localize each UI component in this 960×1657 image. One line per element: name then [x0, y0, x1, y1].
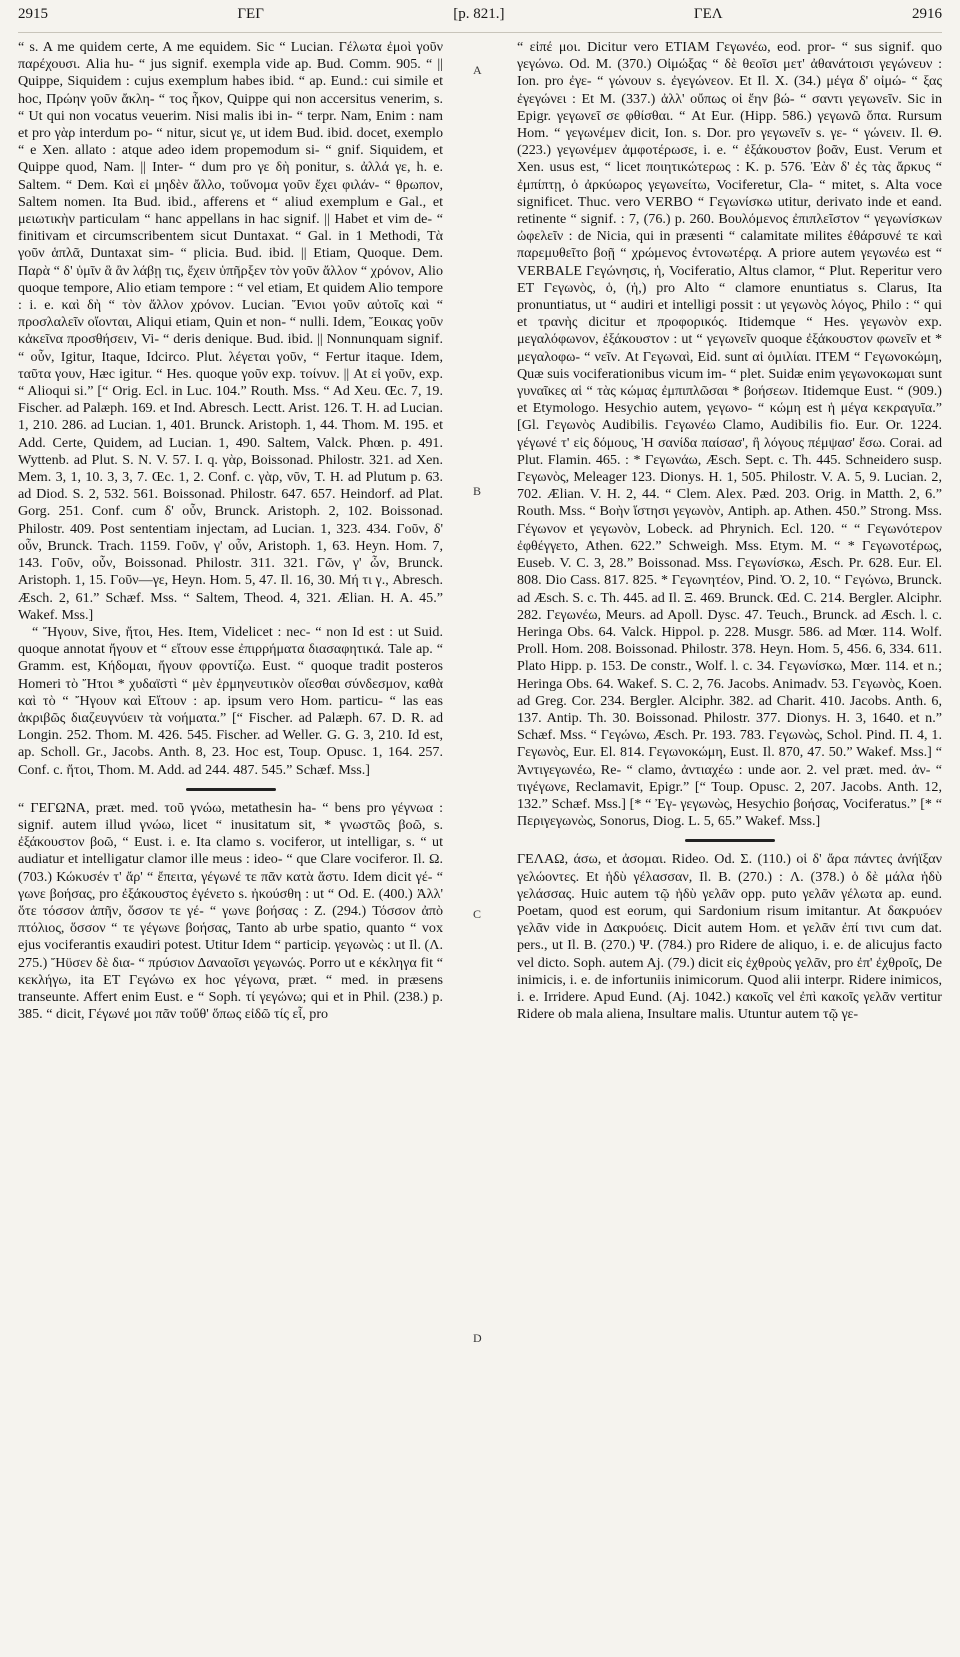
section-divider	[186, 788, 276, 791]
right-column	[517, 39, 942, 1649]
center-page-reference: [p. 821.]	[453, 6, 505, 22]
right-page-number: 2916	[911, 6, 942, 22]
margin-section-letters	[473, 39, 487, 1649]
entry-egoun: “ Ἤγουν, Sive, ἤτοι, Hes. Item, Videlicet : nec- “ non Id est : ut Suid. quoque annotat ἤγουν et “ εἴτουν esse ἐπιρρήματα διασαφητικά. Tale ap. “ Gramm. est, Κήδομαι, ἤγουν φροντίζω. Eust. “ quoque tradit posteros Homeri τὸ Ἤτοι * χυδαϊστὶ “ μὲν ἑρμηνευτικὸν οἴεσθαι σύνδεσμον, καθὰ καὶ τὸ “ Ἤγουν καὶ Εἴτουν : ap. ipsum vero Hom. particu- “ las eas ἀκριβῶς διαζευγνύειν τὰ νοήματα.” [“ Fischer. ad Palæph. 67. D. R. ad Longin. 252. Thom. M. 426. 545. Fischer. ad Weller. G. G. 3, 210. Id est, ap. Scholl. Gr., Jacobs. Anth. 8, 23. Hoc est, Toup. Opusc. 1, 164. 257. Conf. c. ἤτοι, Thom. M. Add. ad 244. 487. 545.” Schæf. Mss.]	[18, 623, 443, 778]
right-running-head: ΓΕΛ	[693, 6, 723, 22]
entry-gegona: “ ΓΕΓΩΝΑ, præt. med. τοῦ γνώω, metathesin ha- “ bens pro γέγνωα : signif. autem illud γνώω, licet “ inusitatum sit, * γνωστῶς βοῶ, s. ἐξάκουστον βοῶ, “ Eust. i. e. Ita clamo s. vociferor, ut intelligar, s. “ ut audiatur et intelligatur clamor ille meus : ideo- “ que Clare vociferor. Il. Ω. (703.) Κώκυσέν τ' ἄρ' “ ἔπειτα, γέγωνέ τε πᾶν κατὰ ἄστυ. Idem dicit γέ- “ γωνε βοήσας, pro ἐξάκουστος ἐγένετο s. ἠκούσθη : ut “ Od. E. (400.) Ἀλλ' ὅτε τόσσον ἀπῆν, ὅσσον τε γέ- “ γωνε βοήσας : Z. (294.) Τόσσον ἀπὸ πτόλιος, ὅσσον “ τε γέγωνε βοήσας, Tanto ab urbe spatio, quanto “ vox ejus vociferantis exaudiri potest. Utitur Idem “ particip. γεγωνὼς : ut Il. (Λ. 275.) Ἤϋσεν δὲ δια- “ πρύσιον Δαναοῖσι γεγωνώς. Porro ut e κέκληγα fit “ κεκλήγω, ita ET Γεγώνω ex hoc γέγωνα, præt. “ med. in præsens transeunte. Affert enim Eust. e “ Soph. τί γεγώνω; qui et in Phil. (238.) p. 385. “ dicit, Γέγωνέ μοι πᾶν τοὔθ' ὅπως εἰδῶ τίς εἶ, pro	[18, 799, 443, 1023]
entry-gegoneo: “ εἰπέ μοι. Dicitur vero ETIAM Γεγωνέω, eod. pror- “ sus signif. quo γεγώνω. Od. M. (370.) Οἰμώξας “ δὲ θεοῖσι μετ' ἀθανάτοισι γεγώνευν : Ion. pro ἐγε- “ γώνουν s. ἐγεγώνεον. Et Il. X. (34.) μέγα δ' οἰμώ- “ ξας ἐγεγώνει : Et M. (337.) ἀλλ' οὔπως οἱ ἔην βώ- “ σαντι γεγωνεῖν. Sic in Epigr. γεγωνεῖ σε φθίσθαι. “ At Eur. (Hipp. 586.) γεγωνῶ ὄπα. Rursum Hom. “ γεγωνέμεν dicit, Ion. s. Dor. pro γεγωνεῖν s. γε- “ γώνειν. Il. Θ. (223.) γεγωνέμεν ἀμφοτέρωσε, i. e. “ ἐξάκουστον βοᾶν, Eust. Verum et Xen. usus est, “ licet ποιητικώτερως : K. p. 576. Ἐὰν δ' ἐς τὰς ἄρκυς “ ἐμπίπτῃ, ὁ ἀρκύωρος γεγωνείτω, Vociferetur, Cla- “ mitet, s. Alta voce significet. Thuc. vero VERBO “ Γεγωνίσκω utitur, derivato inde et eand. retinente “ signif. : 7, (76.) p. 260. Βουλόμενος ἐπιπλεῖστον “ γεγωνίσκων ὠφελεῖν : de Nicia, qui in præsenti “ calamitate milites ἐθάρσυνέ τε καὶ παρεμυθεῖτο βοῇ “ χρώμενος ἐντονωτέρᾳ. A priore autem γεγωνέω est “ VERBALE Γεγώνησις, ἡ, Vociferatio, Altus clamor, “ Plut. Reperitur vero ET Γεγωνὸς, ὁ, (ἡ,) pro Alto “ clamore enuntiatus s. Clarus, Ita pronuntiatus, ut “ audiri et intelligi possit : ut γεγωνὸς λόγος, Philo : “ qui et τρανὴς dicitur et προφορικός. Itidemque “ Hes. γεγωνὸν exp. μεγαλόφωνον, ἐξάκουστον : ut “ γεγωνεῖν quoque ἐξάκουστον φωνεῖν et * μεγαλοφω- “ νεῖν. At Γεγωναὶ, Eid. sunt αἱ ὁμιλίαι. ITEM “ Γεγωνοκώμη, Quæ suis vociferationibus vicum im- “ plet. Suidæ enim γεγωνοκωμαι sunt γυναῖκες αἱ “ τὰς κώμας ἐμπιπλῶσαι * βοήσεων. Itidemque Eust. “ (909.) et Etymologo. Hesychio autem, γεγωνο- “ κώμη est ἡ μέγα κεκραγυῖα.” [Gl. Γεγωνὸς Audibilis. Γεγωνέω Clamo, Audibilis fio. Eur. Or. 1224. γέγωνέ τ' εἰς δόμους, Ἡ σανίδα παίσασ', ἢ λόγους πέμψασ' ἔσω. Corai. ad Plut. Flamin. 465. : * Γεγωνάω, Æsch. Sept. c. Th. 445. Schneidero susp. Γεγωνὸς, Meleager 123. Dionys. H. 1, 505. Philostr. V. A. 5, 9. Lucian. 2, 702. Ælian. V. H. 2, 44. “ Clem. Alex. Pæd. 203. Orig. in Matth. 2, 6.” Routh. Mss. “ Βοὴν ἵστησι γεγωνὸν, Antiph. ap. Athen. 450.” Strong. Mss. Γέγωνον et γεγωνὸν, Lobeck. ad Phrynich. Ecl. 120. “ “ Γεγωνότερον ἐφθέγγετο, Athen. 622.” Schweigh. Mss. Etym. M. “ * Γεγωνοτέρως, Euseb. V. C. 3, 28.” Boissonad. Mss. Γεγωνίσκω, Æsch. Pr. 628. Eur. El. 808. Dio Cass. 817. 825. * Γεγωνητέον, Pind. Ὀ. 2, 10. “ Γεγώνω, Brunck. ad Æsch. S. c. Th. 445. ad Il. Ξ. 469. Brunck. Œd. C. 214. Bergler. Alciphr. 282. Γεγωνέω, Meurs. ad Apoll. Dysc. 47. Teuch., Brunck. ad Æsch. l. c. Heringa Obs. 64. Valck. Hippol. p. 228. Musgr. 586. ad Mœr. 114. Wolf. Proll. Hom. 208. Boissonad. Philostr. 378. Heyn. Hom. 5, 456. 6, 334. 611. Plato Hipp. p. 153. De constr., Wolf. l. c. 34. Γεγωνίσκω, Mœr. 114. et n.; Heringa Obs. 64. Wakef. S. C. 2, 76. Jacobs. Animadv. 53. Γεγωνὸς, Koen. ad Greg. Cor. 234. Bergler. Alciphr. 382. ad Charit. 410. Jacobs. Anth. 6, 137. Antip. Th. 30. Boissonad. Philostr. 377. Dionys. H. 3, 1640. et n.” Schæf. Mss. “ Γεγώνω, Æsch. Pr. 193. 783. Γεγωνὼς, Schol. Pind. Π. 4, 1. Γεγωνὸς, Eur. El. 814. Γεγωνοκώμη, Eust. Il. 870, 47. 50.” Wakef. Mss.] “ Ἀντιγεγωνέω, Re- “ clamo, ἀντιαχέω : unde aor. 2. vel præt. med. ἀν- “ τιγέγωνε, Reclamavit, Epigr.” [“ Toup. Opusc. 2, 207. Jacobs. Anth. 12, 132.” Schæf. Mss.] [* “ Ἐγ- γεγωνὼς, Hesychio βοήσας, Vociferatus.” [* “ Περιγεγωνὼς, Sonorus, Diog. L. 5, 65.” Wakef. Mss.]	[517, 39, 942, 830]
section-divider	[685, 839, 775, 842]
margin-letter-a: A	[473, 63, 482, 77]
margin-letter-d: D	[473, 1331, 482, 1345]
page-header	[18, 6, 942, 33]
entry-gun-continuation: “ s. A me quidem certe, A me equidem. Sic “ Lucian. Γέλωτα ἐμοὶ γοῦν παρέχουσι. Alia hu- “ jus signif. exempla vide ap. Bud. Comm. 905. “ || Quippe, Siquidem : cujus exemplum habes ibid. “ ap. Eund.: cui simile et hoc, Πρώην γοῦν ἄκλη- “ τος ἧκον, Quippe qui non accersitus venerim, s. “ Ut qui non vocatus veuerim. Nisi malis ibi in- “ terpr. Nam, Enim : nam et pro γὰρ interdum po- “ nitur, sicut γε, ut idem Bud. ibid. docet, exemplo “ e Xen. allato : atque adeo idem propemodum si- “ gnif. Siquidem, et Quippe quod, Nam. || Inter- “ dum pro γε δὴ ponitur, s. ἀλλά γε, h. e. Saltem. “ Dem. Καὶ εἰ μηδὲν ἄλλο, τοὔνομα γοῦν ἔχει φιλάν- “ θρωπον, Saltem nomen. Ita Bud. ibid., afferens et “ aliud exemplum e Gal., et μειωτικὴν particulam “ hanc appellans in hac signif. || Habet et vim de- “ finitivam et circumscribentem sicut Duntaxat. “ Gal. in 1 Methodi, Τὰ γοῦν ἁπλᾶ, Duntaxat sim- “ plicia. Bud. ibid. || Etiam, Quoque. Dem. Παρὰ “ δ' ὑμῖν ἃ ἂν λάβῃ τις, ἔχειν ὑπῆρξεν τὸν γοῦν ἄλλον “ χρόνον, Alio quoque tempore, Alio etiam tempore : “ vel etiam, Et quidem Alio tempore : i. e. καὶ δὴ “ τὸν ἄλλον χρόνον. Lucian. Ἔνιοι γοῦν αὐτοῖς καὶ “ προσλαλεῖν οἴονται, Aliqui etiam, Quin et non- “ nulli. Idem, Ἔοικας γοῦν κἀκεῖνα προσθήσειν, Vi- “ deris denique. Bud. ibid. || Nonnunquam signif. “ οὖν, Igitur, Itaque, Idcirco. Plut. λέγεται γοῦν, “ Fertur itaque. Idem, ταῦτα γουν, Hæc igitur. “ Hes. quoque γοῦν exp. τοίνυν. || At εἰ γοῦν, exp. “ Alioqui si.” [“ Orig. Ecl. in Luc. 104.” Routh. Mss. “ Ad Xeu. Œc. 7, 19. Fischer. ad Palæph. 169. et Ind. Abresch. Lectt. Arist. 126. T. H. ad Lucian. 1, 210. 286. ad Lucian. 1, 401. Brunck. Aristoph. 1, 44. Thom. M. 195. et Add. Certe, Quidem, ad Lucian. 1, 490. Saltem, Valck. Phœn. p. 491. Wyttenb. ad Plut. S. N. V. 57. I. q. γὰρ, Boissonad. Philostr. 321. ad Xen. Mem. 3, 1, 10. 3, 3, 7. Œc. 1, 2. Conf. c. γὰρ, νῦν, T. H. ad Plutum p. 63. ad Diod. S. 2, 532. 561. Boissonad. Philostr. 647. 657. Heindorf. ad Plat. Gorg. 251. Conf. cum δ' οὖν, Brunck. Aristoph. 2, 102. Boissonad. Philostr. 409. Post sententiam injectam, ad Lucian. 1, 323. 434. Γοῦν, δ' οὖν, Brunck. Trach. 1159. Γοῦν, γ' οὖν, Aristoph. 1, 63. Heyn. Hom. 7, 143. Γοῦν, οὖν, Boissonad. Philostr. 311. 321. Γῶν, γ' ὦν, Brunck. Aristoph. 1, 15. Γοῦν—γε, Heyn. Hom. 5, 47. Il. 16, 30. Μή τι γ., Abresch. Æsch. 2, 61.” Schæf. Mss. “ Saltem, Theod. 4, 321. Ælian. H. A. 45.” Wakef. Mss.]	[18, 39, 443, 623]
two-column-body	[18, 39, 942, 1649]
margin-letter-c: C	[473, 907, 482, 921]
entry-gelao: ΓΕΛΑΩ, άσω, et ἀσομαι. Rideo. Od. Σ. (110.) οἱ δ' ἄρα πάντες ἀνήϊξαν γελώοντες. Et ἡδὺ γέλασσαν, Il. B. (270.) : Λ. (378.) ὁ δὲ μάλα ἡδὺ γελάσσας. Huic autem τῷ ἡδὺ γελᾶν opp. puto γελᾶν γέλωτα ap. eund. Poetam, quod est eorum, qui Sardonium risum imitantur. At δακρυόεν γελᾶν vide in Δακρυόεις. Dicit autem Hom. et γελᾶν ἐπί τινι cum dat. pers., ut Il. B. (270.) Ψ. (784.) pro Ridere de aliquo, i. e. de alicujus facto vel dicto. Soph. autem Aj. (79.) dicit εἰς ἐχθροὺς γελᾶν, pro ἐπ' ἐχθροῖς, De inimicis, i. e. de infortuniis inimicorum. Quod alii interpr. Ridere inimicos, i. e. Irridere. Apud Eund. (Aj. 1042.) κακοῖς vel ἐπὶ κακοῖς γελᾶν vertitur Ridere ob mala aliena, Insultare malis. Utuntur autem τῷ γε-	[517, 851, 942, 1023]
left-column	[18, 39, 443, 1649]
margin-letter-b: B	[473, 484, 482, 498]
left-page-number: 2915	[18, 6, 48, 22]
left-running-head: ΓΕΓ	[237, 6, 264, 22]
